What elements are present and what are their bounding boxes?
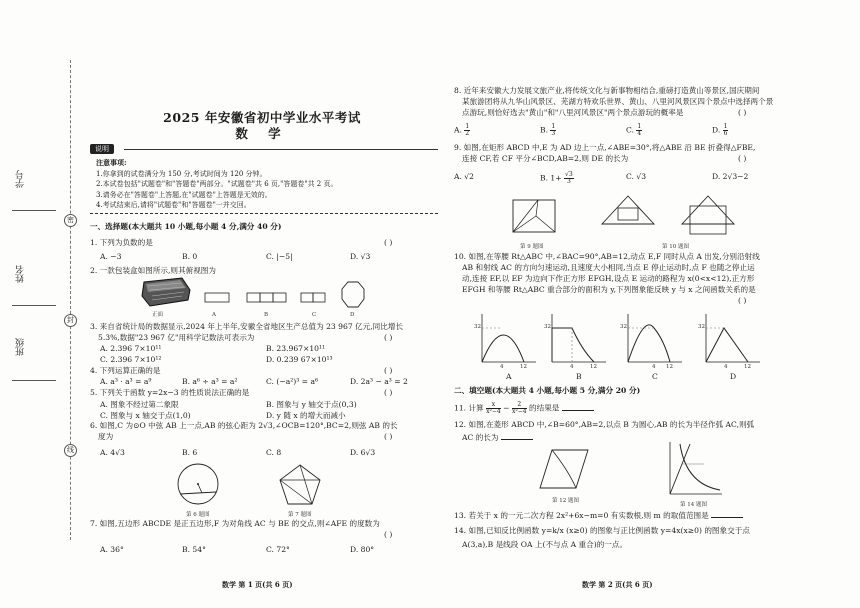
- q6-stem: 6. 如图,C 为⊙O 中弦 AB 上一点,AB 的弦心距为 2√3,∠OCB=120°,BC=2,则弦 AB 的长: [90, 421, 398, 430]
- q10-stem: EFGH 和等腰 Rt△ABC 重合部分的面积为 y,下列图象能反映 y 与 x 之间函数关系的是: [462, 285, 756, 294]
- q2-option-b-figure: [246, 292, 290, 304]
- q10-option-a: A: [506, 372, 512, 381]
- graph-x-label: 12: [520, 364, 527, 370]
- q7-pentagon-figure: [276, 462, 324, 508]
- q13-text: 13. 若关于 x 的一元二次方程 2x²+6x−m=0 有实数根,则 m 的取值范围是: [454, 511, 709, 520]
- answer-blank[interactable]: [501, 432, 533, 440]
- q1-option-d: D. √3: [350, 252, 371, 261]
- q7-option-b: B. 54°: [182, 545, 206, 554]
- answer-paren: ( ): [384, 238, 393, 247]
- q3-option-b: B. 23.967×10¹¹: [266, 344, 326, 353]
- graph-y-label: 32: [698, 324, 705, 330]
- q5-option-b: B. 图象与 y 轴交于点(0,3): [266, 400, 357, 409]
- exam-title: 2025 年安徽省初中学业水平考试: [163, 110, 361, 125]
- q4-option-c: C. (−a²)³ = a⁶: [266, 377, 319, 386]
- page-footer: 数学 第 2 页(共 6 页): [582, 580, 653, 589]
- divider: [124, 149, 438, 150]
- q9-stem: 9. 如图,在矩形 ABCD 中,E 为 AD 边上一点,∠ABE=30°,将△ABE 沿 BE 折叠得△FBE,: [454, 143, 756, 152]
- denominator: 4: [637, 130, 642, 137]
- q6-option-d: D. 6√3: [350, 448, 376, 457]
- q10-option-b: B: [576, 372, 582, 381]
- q11-stem: [454, 402, 594, 415]
- q3-option-d: D. 0.239 67×10¹³: [266, 355, 333, 364]
- answer-blank[interactable]: [562, 403, 594, 411]
- student-id-label: 学号: [16, 170, 26, 188]
- q7-option-d: D. 80°: [350, 545, 375, 554]
- q4-stem: 4. 下列运算正确的是: [90, 366, 161, 375]
- q10-graph-c: [624, 310, 686, 368]
- q8-option-b: [540, 124, 556, 137]
- q7-stem: 7. 如图,五边形 ABCDE 是正五边形,F 为对角线 AC 与 BE 的交点,则∠AFE 的度数为: [90, 519, 380, 528]
- note-item: 3.请务必在"答题卷"上答题,在"试题卷"上答题是无效的。: [96, 190, 272, 199]
- option-letter: D.: [712, 125, 721, 135]
- q9-stem: 连接 CF,若 CF 平分∠BCD,AB=2,则 DE 的长为: [462, 154, 629, 163]
- graph-x-label: 4: [570, 364, 574, 370]
- fraction: [464, 124, 470, 137]
- denominator: x²−4: [486, 408, 501, 415]
- option-text: B. 1+: [540, 173, 562, 183]
- numerator: 1: [723, 123, 728, 130]
- q6-option-a: A. 4√3: [100, 448, 125, 457]
- answer-paren: ( ): [384, 530, 393, 539]
- answer-paren: ( ): [384, 432, 393, 441]
- answer-paren: ( ): [384, 366, 393, 375]
- q7-option-a: A. 36°: [100, 545, 124, 554]
- answer-blank[interactable]: [711, 510, 743, 518]
- q10-option-d: D: [730, 372, 737, 381]
- graph-x-label: 12: [590, 364, 597, 370]
- q12-figure-caption: 第 12 题图: [552, 498, 579, 504]
- q1-option-c: C. |−5|: [266, 252, 293, 261]
- binding-circle-mark: 密: [64, 214, 77, 227]
- binding-dashed-line: [70, 60, 71, 540]
- section-heading: 二、填空题(本大题共 4 小题,每小题 5 分,满分 20 分): [454, 386, 641, 395]
- q2-box-figure: [138, 276, 194, 310]
- q10-triangle-figure-2: [680, 194, 736, 238]
- q13-stem: [454, 510, 743, 521]
- option-letter: C.: [626, 125, 634, 135]
- denominator: 6: [723, 130, 728, 137]
- q1-option-a: A. −3: [100, 252, 122, 261]
- graph-y-label: 32: [620, 324, 627, 330]
- q4-option-a: A. a³ · a³ = a⁹: [100, 377, 152, 386]
- answer-paren: ( ): [384, 388, 393, 397]
- option-letter: B.: [540, 125, 548, 135]
- q7-figure-caption: 第 7 题图: [288, 512, 312, 518]
- q9-option-a: A. √2: [454, 172, 474, 181]
- denominator: 2: [465, 130, 470, 137]
- answer-paren: ( ): [738, 154, 747, 163]
- q2-option-d: D: [350, 312, 355, 318]
- q11-prefix: 11. 计算: [454, 403, 484, 413]
- q10-figure-caption: 第 10 题图: [662, 244, 689, 250]
- note-item: 2.本试卷包括"试题卷"和"答题卷"两部分。"试题卷"共 6 页,"答题卷"共 2 页。: [96, 180, 338, 189]
- denominator: x²−4: [511, 408, 527, 415]
- q9-option-c: C. √3: [626, 172, 647, 181]
- q4-option-b: B. a⁶ ÷ a³ = a²: [182, 377, 238, 386]
- graph-x-label: 4: [500, 364, 504, 370]
- numerator: 1: [465, 123, 470, 130]
- fraction: [512, 402, 527, 415]
- q2-option-d-figure: [340, 280, 366, 310]
- numerator: 2: [512, 402, 527, 409]
- q2-option-c: C: [312, 312, 317, 318]
- divider: [90, 213, 438, 214]
- graph-x-label: 4: [724, 364, 728, 370]
- denominator: 3: [566, 178, 571, 185]
- denominator: 3: [551, 130, 556, 137]
- q3-stem: 3. 来自省统计局的数据显示,2024 年上半年,安徽全省地区生产总值为 23 967 亿元,同比增长: [90, 322, 404, 331]
- q10-graph-d: [702, 310, 764, 368]
- graph-y-label: 32: [474, 324, 481, 330]
- name-label: 姓名: [16, 265, 26, 283]
- numerator: x: [486, 402, 501, 409]
- exam-subject: 数 学: [235, 126, 289, 141]
- note-item: 4.考试结束后,请将"试题卷"和"答题卷"一并交回。: [96, 201, 251, 210]
- answer-paren: ( ): [738, 108, 747, 117]
- q14-function-figure: [664, 440, 724, 498]
- q9-rectangle-figure: [510, 196, 560, 240]
- option-letter: A.: [454, 125, 462, 135]
- q11-suffix: 的结果是: [529, 403, 560, 413]
- q5-stem: 5. 下列关于函数 y=2x−3 的性质说法正确的是: [90, 388, 250, 397]
- q4-option-d: D. 2a³ − a³ = 2: [350, 377, 408, 386]
- q7-option-c: C. 72°: [266, 545, 290, 554]
- q1-option-b: B. 0: [182, 252, 198, 261]
- q8-option-c: [626, 124, 642, 137]
- q12-stem: 12. 如图,在菱形 ABCD 中,∠B=60°,AB=2,以点 B 为圆心,AB 的长为半径作弧 AC,则弧: [454, 420, 755, 429]
- q6-option-c: C. 8: [266, 448, 282, 457]
- q9-option-b: [540, 172, 574, 185]
- q8-stem: 某旅游团将从九华山风景区、芜湖方特欢乐世界、黄山、八里河风景区四个景点中选择两个景: [462, 97, 774, 106]
- q8-stem: 8. 近年来安徽大力发展文旅产业,将传统文化与新事物相结合,重磅打造黄山等景区,国庆期间: [454, 86, 760, 95]
- fraction: [486, 402, 501, 415]
- q10-graph-a: [478, 310, 540, 368]
- graph-x-label: 12: [666, 364, 673, 370]
- q1-stem: 1. 下列为负数的是: [90, 238, 153, 247]
- binding-circle-mark: 封: [64, 314, 77, 327]
- q10-triangle-figure-1: [600, 194, 656, 234]
- q5-option-a: A. 图象不经过第二象限: [100, 400, 179, 409]
- q2-option-a: A: [212, 312, 216, 318]
- answer-paren: ( ): [384, 333, 393, 342]
- notes-block: [96, 158, 426, 211]
- q6-figure-caption: 第 6 题图: [186, 512, 210, 518]
- q12-stem: [462, 432, 533, 443]
- graph-x-label: 4: [652, 364, 656, 370]
- q10-graph-b: [548, 310, 610, 368]
- q3-option-a: A. 2.396 7×10¹¹: [100, 344, 162, 353]
- graph-y-label: 32: [544, 324, 551, 330]
- note-item: 1.你拿到的试卷满分为 150 分,考试时间为 120 分钟。: [96, 169, 267, 178]
- section-heading: 一、选择题(本大题共 10 小题,每小题 4 分,满分 40 分): [90, 222, 282, 231]
- class-label: 班级: [16, 338, 26, 356]
- q10-stem: 动,连接 EF,以 EF 为边向下作正方形 EFGH,设点 E 运动的路程为 x(0<x<12),正方形: [462, 274, 755, 283]
- numerator: 1: [551, 123, 556, 130]
- fill-line: [12, 305, 56, 306]
- q14-figure-caption: 第 14 题图: [680, 502, 707, 508]
- q2-front-label: 正面: [152, 312, 164, 318]
- fraction: [564, 172, 574, 185]
- q5-option-d: D. y 随 x 的增大而减小: [266, 411, 346, 420]
- q9-figure-caption: 第 9 题图: [520, 244, 544, 250]
- graph-x-label: 12: [744, 364, 751, 370]
- q14-stem: 14. 如图,已知反比例函数 y=k/x (x≥0) 的图象与正比例函数 y=4x(x≥0) 的图象交于点: [454, 526, 750, 535]
- numerator: √3: [565, 171, 573, 178]
- q10-option-c: C: [652, 372, 658, 381]
- fill-line: [12, 210, 56, 211]
- q8-option-a: [454, 124, 470, 137]
- notes-tag: 说明: [90, 144, 114, 154]
- q6-circle-figure: [176, 462, 222, 508]
- q14-stem: A(3,a),B 是线段 OA 上(不与点 A 重合)的一点。: [462, 540, 628, 549]
- q3-stem: 5.3%,数据"23 967 亿"用科学记数法可表示为: [98, 333, 255, 342]
- q6-stem: 度为: [98, 432, 114, 441]
- q2-option-c-figure: [300, 292, 330, 304]
- minus-sign: −: [503, 403, 510, 413]
- answer-paren: ( ): [738, 296, 747, 305]
- fraction: [550, 124, 556, 137]
- notes-header: [90, 144, 438, 154]
- q8-option-d: [712, 124, 728, 137]
- fraction: [723, 124, 729, 137]
- q8-stem: 点游玩,则恰好选去"黄山"和"八里河风景区"两个景点游玩的概率是: [462, 108, 684, 117]
- numerator: 1: [637, 123, 642, 130]
- q12-rhombus-figure: [538, 446, 594, 494]
- page-footer: 数学 第 1 页(共 6 页): [222, 580, 293, 589]
- q2-option-a-figure: [204, 292, 234, 304]
- q3-option-c: C. 2.396 7×10¹²: [100, 355, 162, 364]
- binding-strip: [8, 60, 78, 560]
- q5-option-c: C. 图象与 x 轴交于点(1,0): [100, 411, 191, 420]
- q10-stem: 10. 如图,在等腰 Rt△ABC 中,∠BAC=90°,AB=12,动点 E,F 同时从点 A 出发,分别沿射线: [454, 252, 760, 261]
- q12-text: AC 的长为: [462, 433, 499, 442]
- q9-option-d: D. 2√3−2: [712, 172, 749, 181]
- q2-option-b: B: [264, 312, 269, 318]
- binding-circle-mark: 线: [64, 444, 77, 457]
- q6-option-b: B. 6: [182, 448, 198, 457]
- q2-stem: 2. 一款包装盒如图所示,则其俯视图为: [90, 266, 216, 275]
- q10-stem: AB 和射线 AC 的方向匀速运动,且速度大小相同,当点 E 停止运动时,点 F 也随之停止运: [462, 263, 755, 272]
- fraction: [636, 124, 642, 137]
- notes-heading: 注意事项:: [96, 158, 127, 167]
- fill-line: [12, 380, 56, 381]
